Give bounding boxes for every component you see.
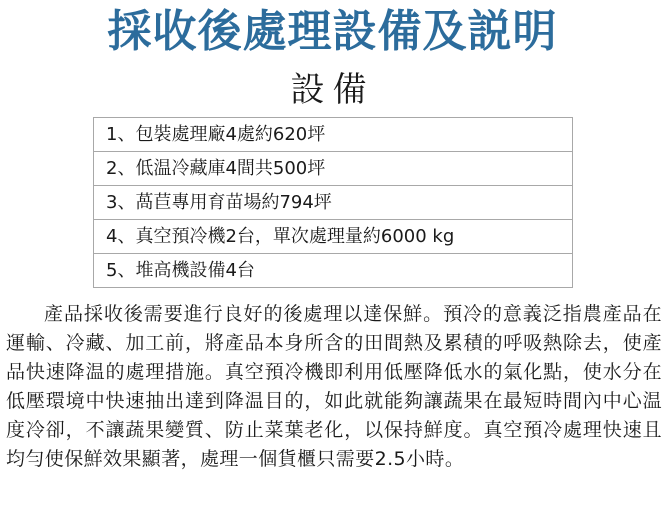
section-heading-equipment: 設備 [290, 70, 375, 110]
equipment-item: 5、堆高機設備4台 [93, 254, 573, 288]
equipment-item: 3、萵苣專用育苗場約794坪 [93, 186, 573, 220]
equipment-list [93, 117, 573, 288]
equipment-item: 4、真空預冷機2台，單次處理量約6000 kg [93, 220, 573, 254]
equipment-item: 1、包裝處理廠4處約620坪 [93, 118, 573, 152]
equipment-item: 2、低温冷藏庫4間共500坪 [93, 152, 573, 186]
page-title: 採收後處理設備及説明 [107, 6, 558, 57]
description-paragraph: 產品採收後需要進行良好的後處理以達保鮮。預冷的意義泛指農產品在運輸、冷藏、加工前，將產品本身所含的田間熱及累積的呼吸熱除去，使產品快速降温的處理措施。真空預冷機即利用低壓降低水的氣化點，使水分在低壓環境中快速抽出達到降温目的，如此就能夠讓蔬果在最短時間內中心温度冷卻，不讓蔬果變質、防止菜葉老化，以保持鮮度。真空預冷處理快速且均勻使保鮮效果顯著，處理一個貨櫃只需要2.5小時。 [6, 303, 662, 470]
